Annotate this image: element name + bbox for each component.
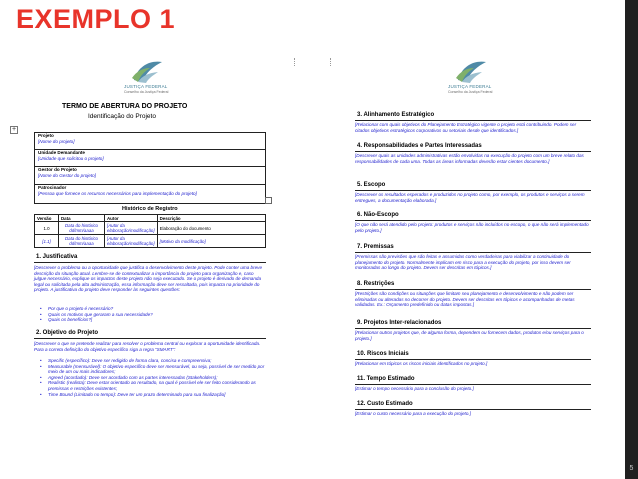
bullet-list — [34, 306, 266, 323]
history-cell[interactable]: [1.1] — [35, 235, 59, 248]
list-item: • Por que o projeto é necessário? — [34, 306, 266, 312]
page-gutter-mark — [330, 58, 331, 66]
id-value[interactable]: [Unidade que solicitou o projeto] — [38, 155, 104, 161]
section-divider — [355, 220, 591, 221]
list-item: • Realistic (realista): Deve estar orientado ao resultado, na qual é possível ele ser feito considerando as premissas e restrições existentes; — [34, 380, 266, 391]
jf-logo — [448, 58, 493, 94]
section-heading: 8. Restrições — [357, 281, 395, 287]
section-text[interactable]: [Premissas são previsões que são feitas e assumidas como verdadeiras para viabilizar a continuidade do planejamento do projeto. Normalmente implicam em risco para a execução do projeto, por isso devem ser monitoradas ao longo do projeto. Devem ser descritas em tópicos.] — [355, 254, 571, 271]
slide-title: EXEMPLO 1 — [16, 4, 176, 34]
section-divider — [355, 359, 591, 360]
section-text[interactable]: [Relacionar com quais objetivos do Planejamento Estratégico vigente o projeto está contribuindo. Podem ser citados objetivos estratégicos corporativos ou setoriais desde que identificados.] — [355, 122, 577, 133]
id-row-project — [35, 133, 265, 150]
id-label: Unidade Demandante — [38, 150, 85, 155]
identification-table — [34, 132, 266, 204]
list-item: • Quais os motivos que geraram a sua necessidade? — [34, 312, 266, 318]
document-title: TERMO DE ABERTURA DO PROJETO — [62, 103, 188, 110]
list-item: • Quais os benefícios?] — [34, 317, 266, 323]
section-divider — [355, 120, 591, 121]
history-cell[interactable]: [Autor da elaboração/modificação] — [105, 235, 158, 248]
jf-leaf-logo-icon — [452, 58, 490, 84]
section-heading: 4. Responsabilidades e Partes Interessadas — [357, 143, 482, 149]
section-heading: 2. Objetivo do Projeto — [36, 330, 99, 336]
section-divider — [34, 262, 266, 263]
section-divider — [34, 338, 266, 339]
history-col-header: Autor — [105, 215, 158, 222]
section-text[interactable]: [Descrever os resultados esperados e produzidos no projeto como, por exemplo, os produtos e serviços a serem entregues, a documentação elaborada.] — [355, 192, 585, 203]
section-text[interactable]: [Relacionar outros projetos que, de alguma forma, dependem ou fornecem dados, produtos e/ou serviços para o projeto.] — [355, 330, 584, 341]
history-col-header: Versão — [35, 215, 59, 222]
list-item: • Specific (específico): Deve ser redigido de forma clara, concisa e compreensiva; — [34, 358, 266, 364]
section-heading: 5. Escopo — [357, 182, 386, 188]
history-col-header: Descrição — [157, 215, 265, 222]
history-cell[interactable]: Data do histórico dd/mm/aaaa — [59, 222, 105, 235]
section-text[interactable]: [Relacionar em tópicos os riscos iniciais identificados no projeto.] — [355, 361, 488, 366]
page-gutter-mark — [294, 58, 295, 66]
section-heading: 6. Não-Escopo — [357, 212, 399, 218]
section-divider — [355, 252, 591, 253]
id-value[interactable]: [Pessoa que fornece os recursos necessários para implementação do projeto] — [38, 190, 197, 196]
section-heading: 10. Riscos Iniciais — [357, 351, 409, 357]
section-text[interactable]: [Estimar o tempo necessário para a conclusão do projeto.] — [355, 386, 474, 391]
section-text[interactable]: [Restrições são condições ou situações que limitam seu planejamento e desenvolvimento e não podem ser eliminadas ou alteradas no decorrer do projeto. Devem ser descritas em tópicos e acompanhadas de metas validadas. Ex.: Orçamento predefinido ou datas impostas.] — [355, 291, 575, 308]
bullet-list — [34, 358, 266, 397]
list-item: • Measurable (mensurável): O objetivo específico deve ser mensurável, ou seja, possível de ser medido por meio de um ou mais indicadores; — [34, 364, 266, 375]
table-row — [35, 235, 266, 248]
history-cell[interactable]: Elaboração do documento — [157, 222, 265, 235]
checkbox[interactable] — [265, 197, 272, 204]
slide-side-bar — [625, 0, 638, 479]
section-divider — [355, 328, 591, 329]
section-heading: 11. Tempo Estimado — [357, 376, 415, 382]
section-divider — [355, 190, 591, 191]
history-cell[interactable]: 1.0 — [35, 222, 59, 235]
table-row — [35, 222, 266, 235]
history-cell[interactable]: Data do histórico dd/mm/aaaa — [59, 235, 105, 248]
section-divider — [355, 289, 591, 290]
history-table — [34, 214, 266, 248]
table-move-handle-icon[interactable]: + — [11, 126, 17, 133]
section-heading: 1. Justificativa — [36, 254, 78, 260]
section-heading: 7. Premissas — [357, 244, 394, 250]
logo-sub-text: Conselho da Justiça Federal — [124, 90, 169, 94]
section-heading: 3. Alinhamento Estratégico — [357, 112, 435, 118]
id-value[interactable]: [Nome do Gestor do projeto] — [38, 172, 96, 178]
section-text[interactable]: [Descrever quais as unidades administrativas estão envolvidas na execução do projeto com um breve relato das responsabilidades de cada uma. Todas as áreas informadas deverão estar cientes documento.] — [355, 153, 584, 164]
jf-logo — [124, 58, 169, 94]
section-divider — [355, 384, 591, 385]
jf-leaf-logo-icon — [128, 58, 166, 84]
id-row-sponsor — [35, 185, 265, 203]
history-title: Histórico de Registro — [122, 206, 178, 212]
section-heading: 9. Projetos Inter-relacionados — [357, 320, 442, 326]
id-label: Patrocinador — [38, 185, 67, 190]
logo-brand-text: JUSTIÇA FEDERAL — [124, 84, 168, 89]
list-item: • Agreed (acordado): Deve ser acordado com as partes interessadas (Stakeholders); — [34, 375, 266, 381]
list-item: • Time Bound (Limitado no tempo): Deve ter um prazo determinado para sua finalização] — [34, 392, 266, 398]
history-cell[interactable]: [Autor da elaboração/modificação] — [105, 222, 158, 235]
identification-heading: Identificação do Projeto — [88, 113, 156, 120]
section-divider — [355, 151, 591, 152]
history-col-header: Data — [59, 215, 105, 222]
history-cell[interactable]: [Motivo da modificação] — [157, 235, 265, 248]
section-divider — [355, 409, 591, 410]
section-text[interactable]: [Descrever o problema ou a oportunidade que justifica o desenvolvimento deste projeto. Pode conter uma breve descrição da situação atual. Lembre-se de contextualizar a importância do projeto para organização e, caso julgue necessário, explique os impactos deste projeto não seja executado. Se o projeto é derivado de demanda legal ou solicitada pela alta administração, essa informação deve ser ressaltada, pois impacta na prioridade do projeto. A justificativa do projeto deve responder às seguintes questões: — [34, 265, 263, 293]
history-header-row — [35, 215, 266, 222]
id-value[interactable]: [Nome do projeto] — [38, 138, 75, 144]
section-text[interactable]: [Estimar o custo necessário para a execução do projeto.] — [355, 411, 471, 416]
logo-brand-text: JUSTIÇA FEDERAL — [448, 84, 492, 89]
id-row-manager — [35, 167, 265, 185]
section-text[interactable]: [O que não será atendido pelo projeto: produtos e serviços não incluídos no escopo, o que não será implementado pelo projeto.] — [355, 222, 589, 233]
section-heading: 12. Custo Estimado — [357, 401, 413, 407]
slide-number: 5 — [629, 465, 634, 472]
id-label: Gestor do Projeto — [38, 167, 77, 172]
id-label: Projeto — [38, 133, 54, 138]
logo-sub-text: Conselho da Justiça Federal — [448, 90, 493, 94]
section-text[interactable]: [Descrever o que se pretende realizar para resolver o problema central ou explorar a oportunidade identificada. Para a correta definição do objetivo específico siga a regra "SMART": — [34, 341, 261, 352]
id-row-unit — [35, 150, 265, 167]
